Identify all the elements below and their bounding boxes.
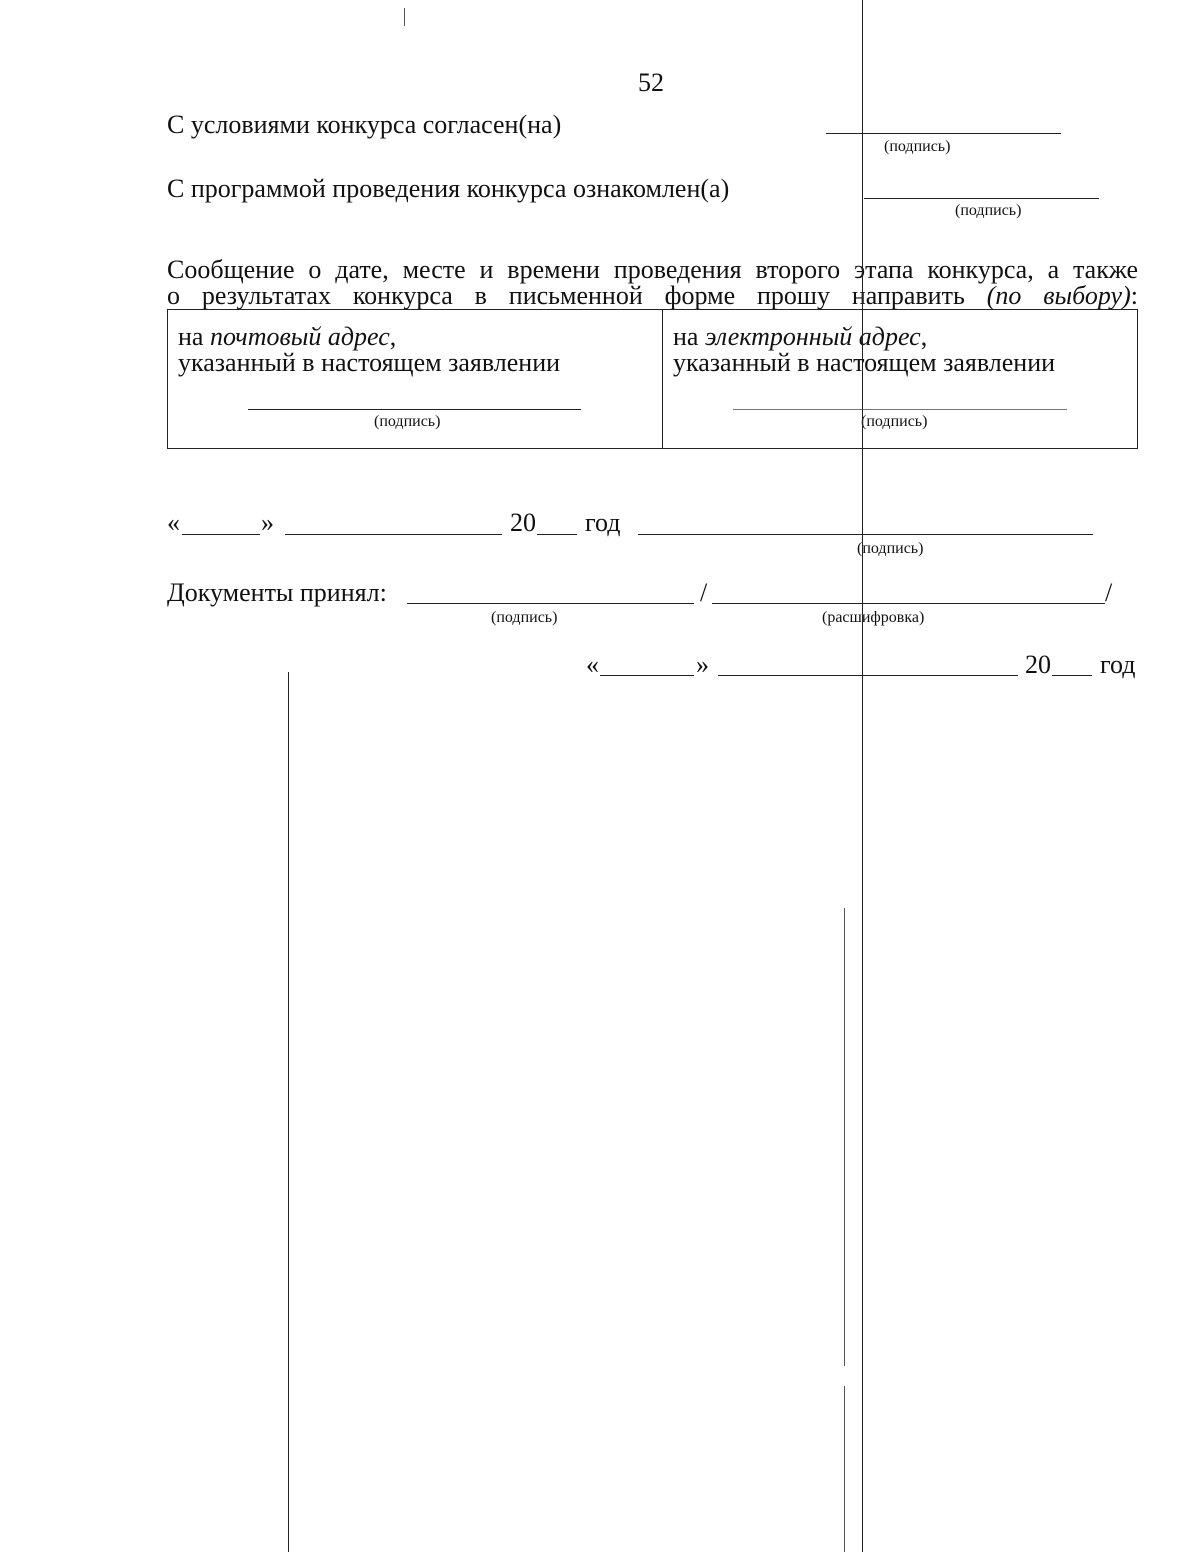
date-year-field[interactable] xyxy=(537,534,577,535)
accepted-signature-line[interactable] xyxy=(407,603,694,604)
program-signature-caption: (подпись) xyxy=(955,202,1022,219)
postal-address-option[interactable] xyxy=(168,310,663,448)
date-month-field[interactable] xyxy=(285,534,502,535)
accepted-date-day-field[interactable] xyxy=(600,675,694,676)
email-address-text xyxy=(673,324,1055,376)
page-number: 52 xyxy=(638,68,664,97)
email-prefix: на xyxy=(673,322,705,351)
message-line-2 xyxy=(167,283,1138,309)
email-suffix: , xyxy=(920,322,928,351)
accepted-date-year-word: год xyxy=(1100,650,1136,679)
message-paragraph xyxy=(167,257,1138,283)
applicant-signature-caption: (подпись) xyxy=(857,540,924,557)
message-line-1: Сообщение о дате, месте и времени проведения второго этапа конкурса, а также xyxy=(167,255,1138,284)
email-address-italic: электронный адрес xyxy=(704,322,921,351)
applicant-signature-line[interactable] xyxy=(638,534,1093,535)
accepted-date-quote-open: « xyxy=(586,650,599,679)
accepted-signature-caption: (подпись) xyxy=(491,609,558,626)
date-quote-open: « xyxy=(167,508,180,537)
scan-artifact-line-right xyxy=(844,908,845,1366)
message-line-2-content xyxy=(167,283,1138,309)
email-address-line2: указанный в настоящем заявлении xyxy=(673,348,1056,377)
message-line-2-text: о результатах конкурса в письменной форме прошу направить xyxy=(167,281,987,310)
postal-address-italic: почтовый адрес xyxy=(209,322,390,351)
program-label: С программой проведения конкурса ознакомлен(а) xyxy=(167,174,730,203)
agree-label: С условиями конкурса согласен(на) xyxy=(167,110,562,139)
message-line-2-colon: : xyxy=(1130,281,1138,310)
postal-signature-line[interactable] xyxy=(248,409,581,410)
email-address-option[interactable] xyxy=(663,310,1137,448)
postal-suffix: , xyxy=(389,322,397,351)
email-signature-caption: (подпись) xyxy=(861,413,928,430)
accepted-date-month-field[interactable] xyxy=(718,675,1018,676)
accepted-slash-1: / xyxy=(700,578,708,607)
agree-signature-caption: (подпись) xyxy=(884,138,951,155)
accepted-decode-caption: (расшифровка) xyxy=(822,609,925,626)
accepted-label: Документы принял: xyxy=(167,578,387,607)
date-century: 20 xyxy=(510,508,536,537)
delivery-choice-table xyxy=(167,309,1138,449)
scan-artifact-line-center xyxy=(862,0,863,1552)
scan-artifact-line-right-lower xyxy=(844,1386,845,1552)
scan-artifact-line-left xyxy=(288,672,289,1552)
scan-artifact-mark-top xyxy=(404,8,405,26)
accepted-decode-line[interactable] xyxy=(712,603,1105,604)
accepted-slash-2: / xyxy=(1105,578,1113,607)
date-year-word: год xyxy=(585,508,621,537)
message-by-choice: (по выбору) xyxy=(986,281,1131,310)
postal-address-text xyxy=(178,324,560,376)
accepted-date-century: 20 xyxy=(1025,650,1051,679)
email-signature-line[interactable] xyxy=(733,409,1067,410)
accepted-date-quote-close: » xyxy=(696,650,709,679)
postal-prefix: на xyxy=(178,322,210,351)
postal-address-line2: указанный в настоящем заявлении xyxy=(178,348,561,377)
date-day-field[interactable] xyxy=(182,534,260,535)
postal-signature-caption: (подпись) xyxy=(374,413,441,430)
date-quote-close: » xyxy=(261,508,274,537)
program-signature-line[interactable] xyxy=(864,198,1099,199)
accepted-date-year-field[interactable] xyxy=(1052,675,1092,676)
